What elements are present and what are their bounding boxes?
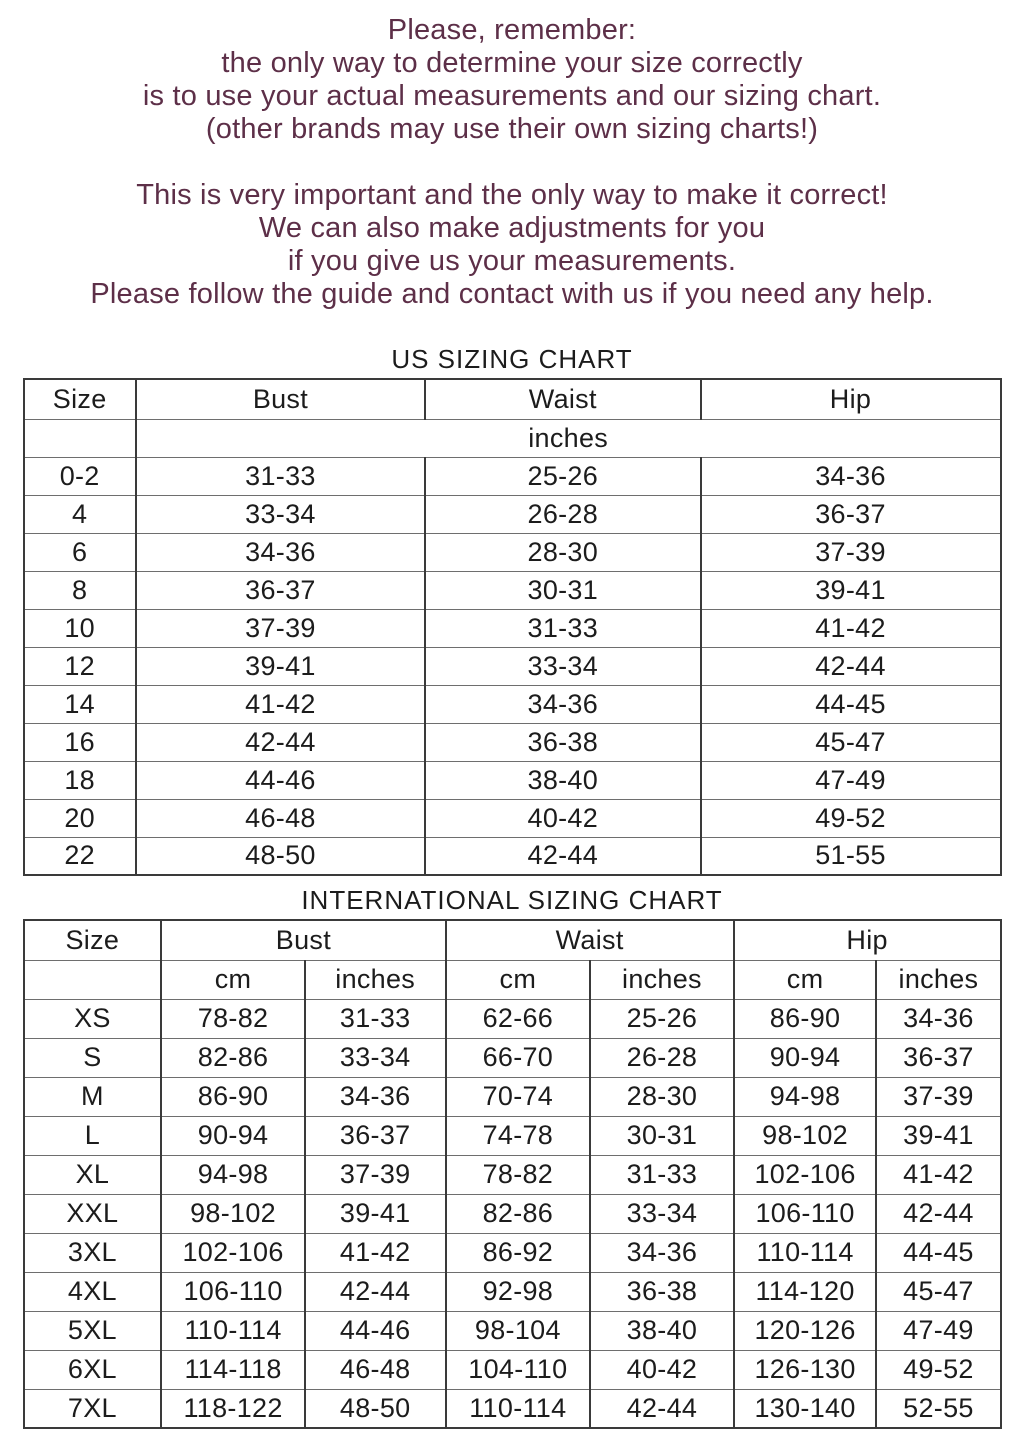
- table-cell: 44-45: [876, 1233, 1000, 1272]
- table-cell: 42-44: [425, 837, 701, 875]
- table-cell: 47-49: [701, 761, 1001, 799]
- table-row: [24, 1233, 1001, 1272]
- table-cell: S: [24, 1038, 162, 1077]
- intro-line: is to use your actual measurements and our sizing chart.: [142, 80, 882, 112]
- table-cell: 37-39: [701, 533, 1001, 571]
- us-table-header-row: [24, 379, 1001, 419]
- table-cell: 41-42: [305, 1233, 446, 1272]
- table-cell: 110-114: [161, 1311, 305, 1350]
- table-cell: 36-37: [701, 495, 1001, 533]
- table-cell: 4XL: [24, 1272, 162, 1311]
- table-cell: 0-2: [24, 457, 136, 495]
- table-cell: 26-28: [590, 1038, 734, 1077]
- table-cell: 34-36: [876, 999, 1000, 1038]
- table-row: [24, 1194, 1001, 1233]
- table-cell: 94-98: [734, 1077, 877, 1116]
- table-cell: 31-33: [425, 609, 701, 647]
- intro-note-line: if you give us your measurements.: [287, 245, 737, 277]
- table-cell: XS: [24, 999, 162, 1038]
- table-cell: 102-106: [161, 1233, 305, 1272]
- table-cell: 7XL: [24, 1389, 162, 1428]
- table-cell: 48-50: [136, 837, 425, 875]
- table-cell: 34-36: [425, 685, 701, 723]
- table-cell: 120-126: [734, 1311, 877, 1350]
- table-cell: 78-82: [446, 1155, 591, 1194]
- table-cell: 18: [24, 761, 136, 799]
- table-cell: 33-34: [136, 495, 425, 533]
- table-cell: 36-37: [136, 571, 425, 609]
- table-cell: 114-118: [161, 1350, 305, 1389]
- table-cell: 86-92: [446, 1233, 591, 1272]
- table-cell: 42-44: [136, 723, 425, 761]
- table-cell: 41-42: [876, 1155, 1000, 1194]
- table-cell: 44-46: [136, 761, 425, 799]
- intl-chart-title: INTERNATIONAL SIZING CHART: [301, 885, 723, 915]
- us-col-bust: Bust: [136, 379, 425, 419]
- table-row: [24, 1155, 1001, 1194]
- table-cell: 106-110: [734, 1194, 877, 1233]
- table-row: [24, 571, 1001, 609]
- table-cell: 3XL: [24, 1233, 162, 1272]
- us-table-body: [24, 457, 1001, 875]
- table-cell: 66-70: [446, 1038, 591, 1077]
- table-cell: 82-86: [446, 1194, 591, 1233]
- table-cell: 28-30: [590, 1077, 734, 1116]
- table-cell: 41-42: [701, 609, 1001, 647]
- intl-col-size: Size: [24, 920, 162, 960]
- intro-reminder-text: [0, 14, 1024, 146]
- table-cell: 40-42: [590, 1350, 734, 1389]
- table-cell: 52-55: [876, 1389, 1000, 1428]
- table-cell: 10: [24, 609, 136, 647]
- table-cell: 44-46: [305, 1311, 446, 1350]
- table-cell: 40-42: [425, 799, 701, 837]
- us-col-waist: Waist: [425, 379, 701, 419]
- table-cell: 74-78: [446, 1116, 591, 1155]
- table-cell: 39-41: [876, 1116, 1000, 1155]
- intro-line: Please, remember:: [387, 14, 637, 46]
- us-chart-title: US SIZING CHART: [391, 344, 633, 374]
- table-cell: 90-94: [161, 1116, 305, 1155]
- table-cell: XL: [24, 1155, 162, 1194]
- table-cell: 38-40: [425, 761, 701, 799]
- us-table-unit-row: [24, 419, 1001, 457]
- intl-unit-bust-cm: cm: [161, 960, 305, 999]
- table-cell: 92-98: [446, 1272, 591, 1311]
- table-cell: 6: [24, 533, 136, 571]
- table-cell: 25-26: [590, 999, 734, 1038]
- table-cell: 106-110: [161, 1272, 305, 1311]
- table-cell: 33-34: [590, 1194, 734, 1233]
- intl-unit-hip-cm: cm: [734, 960, 877, 999]
- table-cell: 104-110: [446, 1350, 591, 1389]
- table-cell: 34-36: [136, 533, 425, 571]
- intro-note-text: [0, 179, 1024, 311]
- empty-cell: [24, 960, 162, 999]
- table-cell: 8: [24, 571, 136, 609]
- table-cell: 42-44: [305, 1272, 446, 1311]
- table-cell: 110-114: [446, 1389, 591, 1428]
- table-cell: 30-31: [590, 1116, 734, 1155]
- table-cell: 42-44: [701, 647, 1001, 685]
- table-row: [24, 761, 1001, 799]
- table-cell: 70-74: [446, 1077, 591, 1116]
- table-cell: 42-44: [590, 1389, 734, 1428]
- table-cell: 102-106: [734, 1155, 877, 1194]
- table-cell: 36-38: [590, 1272, 734, 1311]
- table-cell: 126-130: [734, 1350, 877, 1389]
- intro-line: the only way to determine your size correctly: [221, 47, 803, 79]
- table-cell: 39-41: [701, 571, 1001, 609]
- table-cell: 98-102: [734, 1116, 877, 1155]
- table-cell: 41-42: [136, 685, 425, 723]
- table-cell: 98-102: [161, 1194, 305, 1233]
- table-cell: 6XL: [24, 1350, 162, 1389]
- table-row: [24, 495, 1001, 533]
- table-row: [24, 799, 1001, 837]
- table-cell: 130-140: [734, 1389, 877, 1428]
- table-cell: 34-36: [590, 1233, 734, 1272]
- intl-table-header-row: [24, 920, 1001, 960]
- table-cell: 22: [24, 837, 136, 875]
- table-cell: 46-48: [136, 799, 425, 837]
- us-col-size: Size: [24, 379, 136, 419]
- table-cell: 78-82: [161, 999, 305, 1038]
- table-cell: 5XL: [24, 1311, 162, 1350]
- table-row: [24, 723, 1001, 761]
- table-row: [24, 457, 1001, 495]
- table-cell: 20: [24, 799, 136, 837]
- table-cell: 33-34: [305, 1038, 446, 1077]
- table-cell: 98-104: [446, 1311, 591, 1350]
- table-cell: 62-66: [446, 999, 591, 1038]
- table-row: [24, 1077, 1001, 1116]
- table-row: [24, 1038, 1001, 1077]
- intl-unit-hip-inches: inches: [876, 960, 1000, 999]
- table-cell: 37-39: [305, 1155, 446, 1194]
- table-cell: 39-41: [305, 1194, 446, 1233]
- table-row: [24, 999, 1001, 1038]
- intl-unit-waist-inches: inches: [590, 960, 734, 999]
- intl-table-unit-row: [24, 960, 1001, 999]
- table-row: [24, 609, 1001, 647]
- table-cell: 36-38: [425, 723, 701, 761]
- table-cell: 110-114: [734, 1233, 877, 1272]
- table-cell: 46-48: [305, 1350, 446, 1389]
- empty-cell: [24, 419, 136, 457]
- table-row: [24, 1389, 1001, 1428]
- table-cell: 48-50: [305, 1389, 446, 1428]
- table-cell: 45-47: [876, 1272, 1000, 1311]
- table-cell: 45-47: [701, 723, 1001, 761]
- table-cell: 31-33: [590, 1155, 734, 1194]
- table-cell: 90-94: [734, 1038, 877, 1077]
- intl-col-hip: Hip: [734, 920, 1001, 960]
- table-cell: 86-90: [161, 1077, 305, 1116]
- us-col-hip: Hip: [701, 379, 1001, 419]
- table-cell: 118-122: [161, 1389, 305, 1428]
- table-cell: 14: [24, 685, 136, 723]
- us-unit-label: inches: [136, 419, 1001, 457]
- table-cell: 16: [24, 723, 136, 761]
- table-cell: 82-86: [161, 1038, 305, 1077]
- table-cell: 42-44: [876, 1194, 1000, 1233]
- table-cell: 34-36: [701, 457, 1001, 495]
- intl-unit-bust-inches: inches: [305, 960, 446, 999]
- intro-note-line: This is very important and the only way to make it correct!: [136, 179, 888, 211]
- table-row: [24, 647, 1001, 685]
- intl-col-waist: Waist: [446, 920, 734, 960]
- intl-unit-waist-cm: cm: [446, 960, 591, 999]
- table-cell: 4: [24, 495, 136, 533]
- table-row: [24, 1311, 1001, 1350]
- table-cell: 12: [24, 647, 136, 685]
- table-row: [24, 1350, 1001, 1389]
- table-row: [24, 1272, 1001, 1311]
- table-cell: 44-45: [701, 685, 1001, 723]
- table-cell: 114-120: [734, 1272, 877, 1311]
- table-cell: 38-40: [590, 1311, 734, 1350]
- intl-col-bust: Bust: [161, 920, 445, 960]
- international-sizing-table: [23, 919, 1002, 1429]
- table-cell: 26-28: [425, 495, 701, 533]
- intro-note-line: We can also make adjustments for you: [258, 212, 766, 244]
- table-cell: 39-41: [136, 647, 425, 685]
- table-cell: 86-90: [734, 999, 877, 1038]
- intl-table-body: [24, 999, 1001, 1428]
- table-cell: 47-49: [876, 1311, 1000, 1350]
- table-cell: 37-39: [136, 609, 425, 647]
- table-row: [24, 533, 1001, 571]
- table-row: [24, 1116, 1001, 1155]
- table-cell: 94-98: [161, 1155, 305, 1194]
- table-cell: 31-33: [305, 999, 446, 1038]
- us-sizing-table: [23, 378, 1002, 876]
- table-cell: 36-37: [876, 1038, 1000, 1077]
- table-cell: 36-37: [305, 1116, 446, 1155]
- intro-line: (other brands may use their own sizing charts!): [205, 113, 819, 145]
- table-cell: 51-55: [701, 837, 1001, 875]
- table-cell: M: [24, 1077, 162, 1116]
- table-cell: 25-26: [425, 457, 701, 495]
- table-cell: 49-52: [876, 1350, 1000, 1389]
- table-cell: XXL: [24, 1194, 162, 1233]
- table-cell: 33-34: [425, 647, 701, 685]
- table-cell: 28-30: [425, 533, 701, 571]
- table-cell: 30-31: [425, 571, 701, 609]
- table-row: [24, 837, 1001, 875]
- table-cell: 49-52: [701, 799, 1001, 837]
- table-cell: 31-33: [136, 457, 425, 495]
- table-cell: 34-36: [305, 1077, 446, 1116]
- intro-note-line: Please follow the guide and contact with us if you need any help.: [90, 278, 934, 310]
- table-cell: 37-39: [876, 1077, 1000, 1116]
- table-row: [24, 685, 1001, 723]
- table-cell: L: [24, 1116, 162, 1155]
